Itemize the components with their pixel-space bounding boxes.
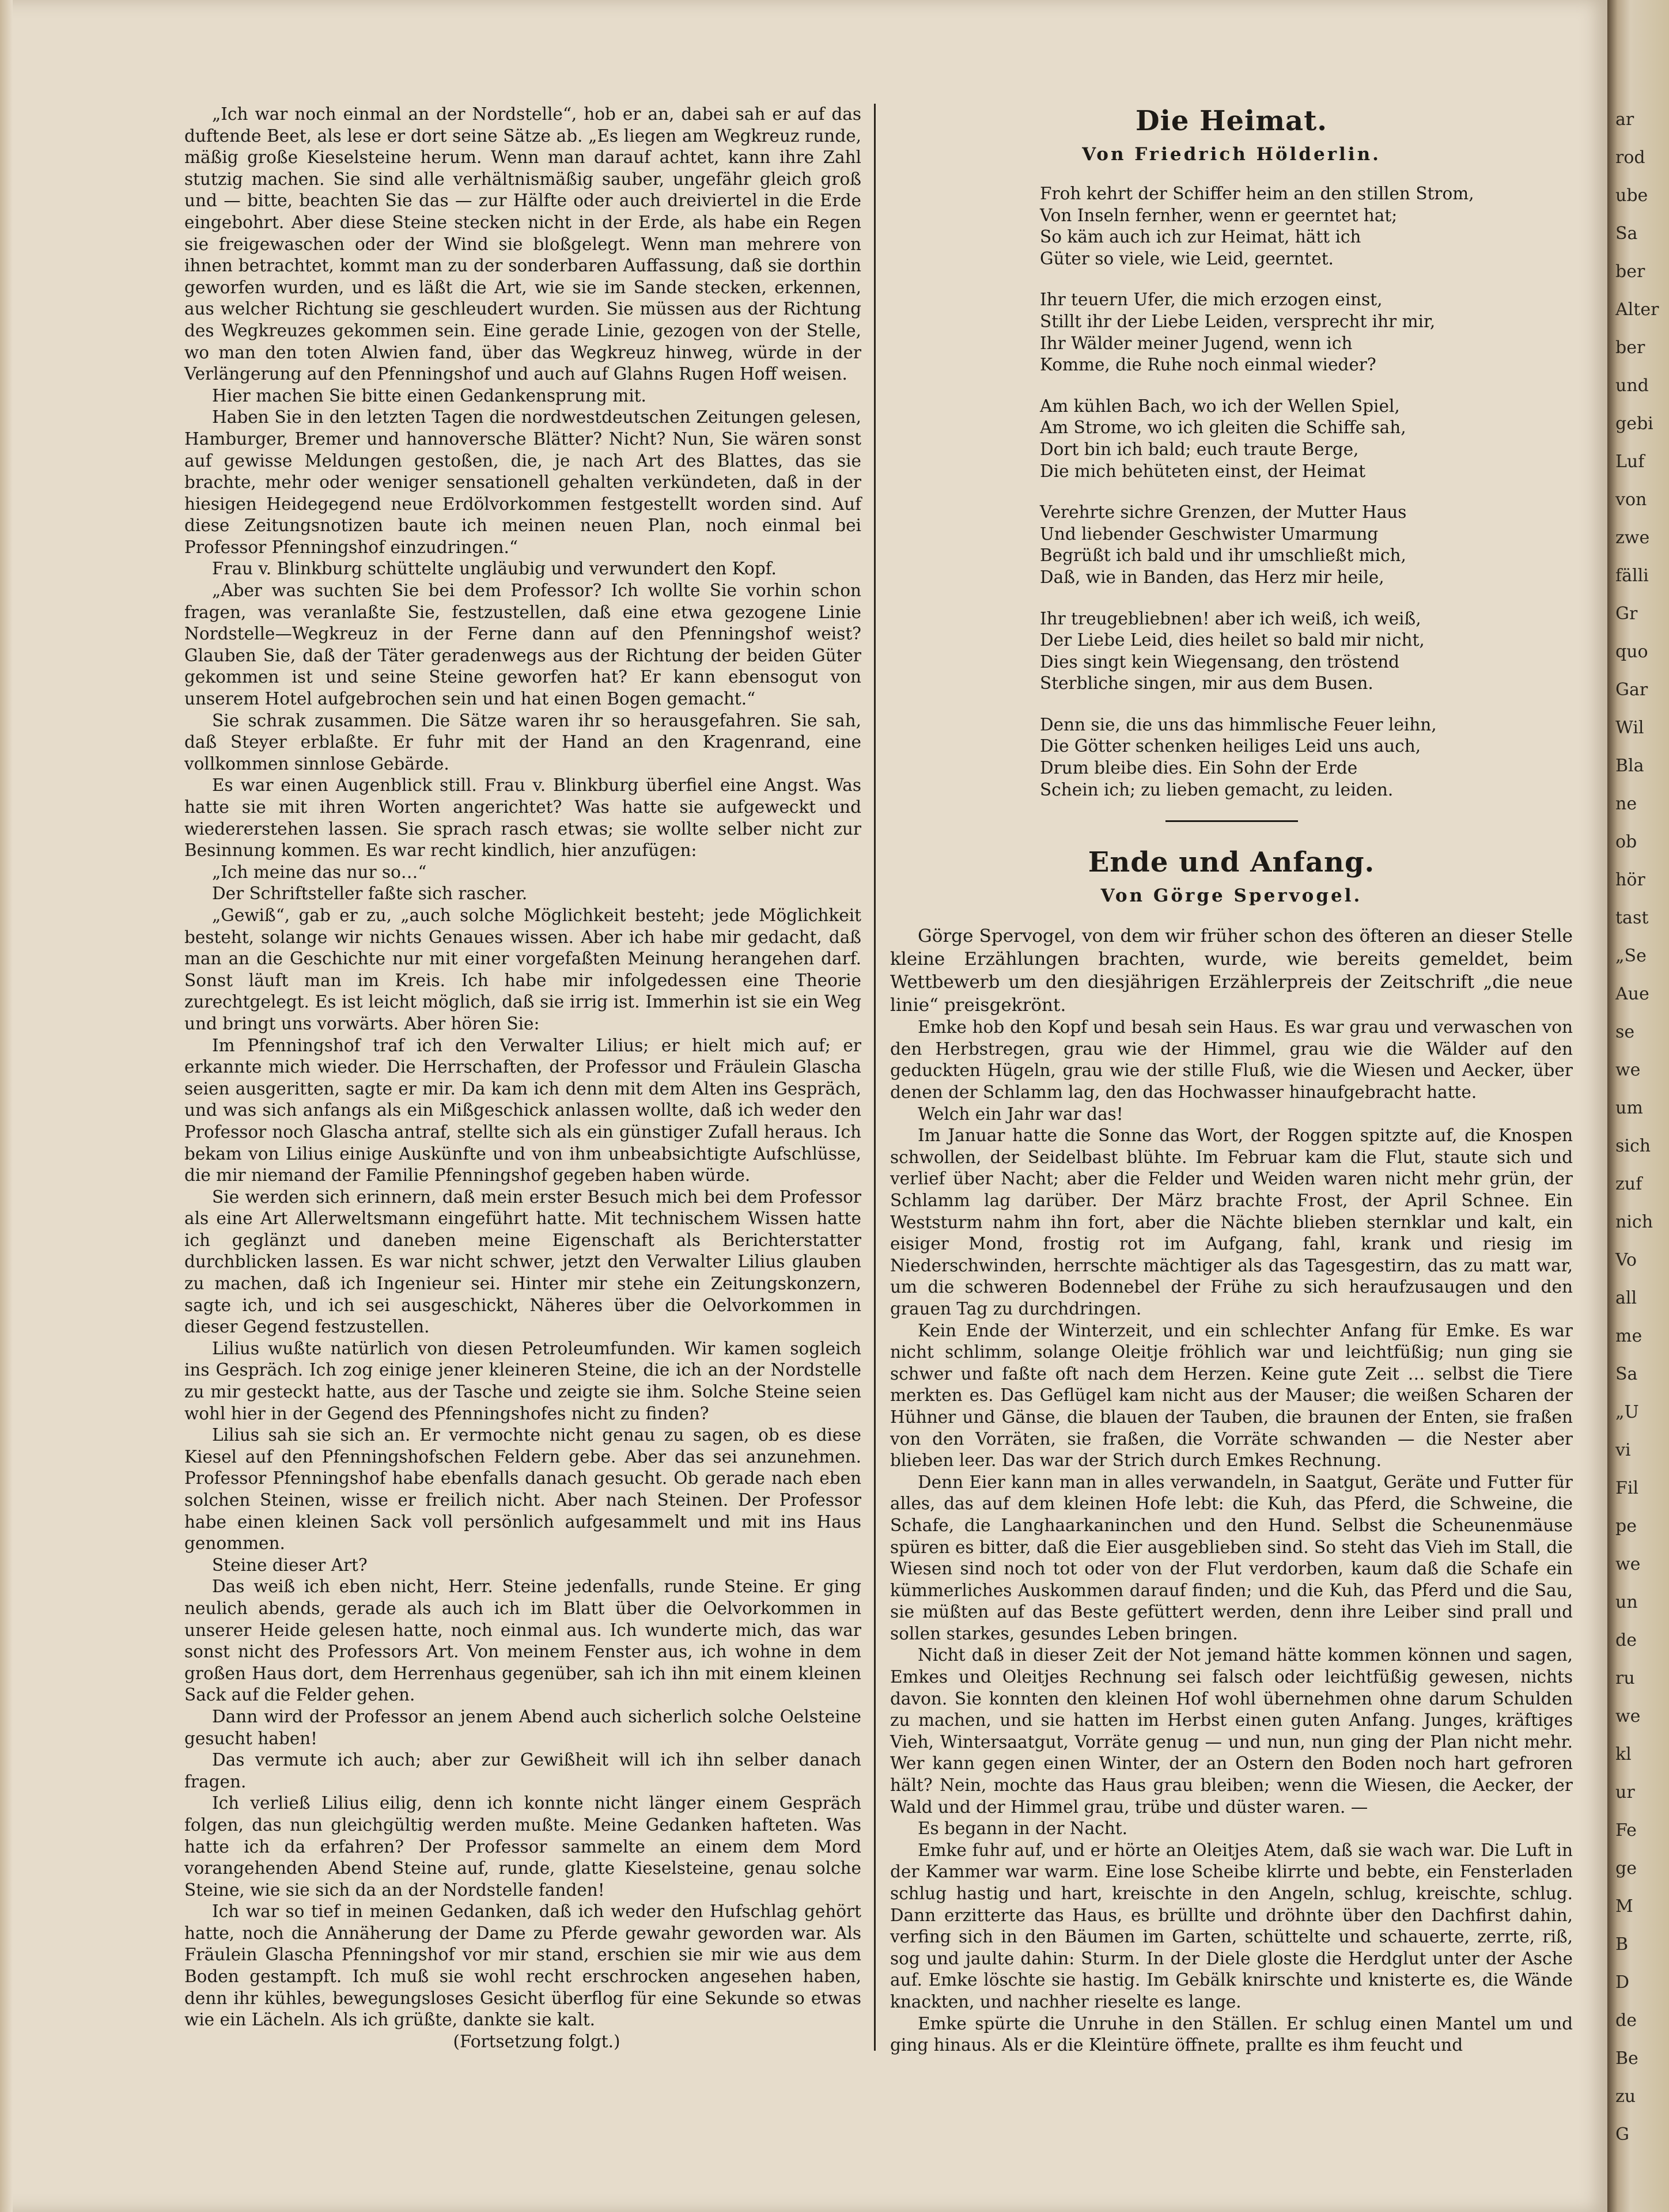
adjacent-page-fragment: Sa — [1615, 224, 1638, 244]
poem-line: Ihr Wälder meiner Jugend, wenn ich — [1040, 333, 1353, 353]
adjacent-page-fragment: „U — [1615, 1402, 1639, 1422]
poem-line: Froh kehrt der Schiffer heim an den stillen Strom, — [1040, 184, 1474, 203]
poem-byline: Von Friedrich Hölderlin. — [1082, 144, 1381, 165]
adjacent-page-fragment: hör — [1615, 870, 1645, 890]
column-divider — [874, 104, 876, 2051]
story-paragraph: Kein Ende der Winterzeit, und ein schlechter Anfang für Emke. Es war nicht schlimm, solange Oleitje fröhlich war und leichtfüßig; nun ging sie schwer und faßte oft nach dem Herzen. Keine gute Zeit … selbst die Tiere merkten es. Das Geflügel kam nicht aus der Mauser; die weißen Scharen der Hühner und Gänse, die blauen der Tauben, die braunen der Enten, sie fraßen von den Vorräten, sie fraßen, die Vorräte schwanden — die Nester aber blieben leer. Das war der Strich durch Emkes Rechnung. — [890, 1320, 1573, 1471]
adjacent-page-fragment: Alter — [1615, 300, 1659, 320]
adjacent-page-fragment: nich — [1615, 1212, 1653, 1232]
novel-paragraph: Das vermute ich auch; aber zur Gewißheit will ich ihn selber danach fragen. — [184, 1750, 861, 1791]
story-block — [890, 845, 1573, 2056]
serial-novel-text — [184, 104, 861, 2031]
adjacent-page-fragment: un — [1615, 1592, 1638, 1612]
poem-line: Güter so viele, wie Leid, geerntet. — [1040, 248, 1334, 268]
adjacent-page-fragment: „Se — [1615, 946, 1647, 966]
adjacent-page-fragment: Sa — [1615, 1364, 1638, 1384]
poem-line: Drum bleibe dies. Ein Sohn der Erde — [1040, 758, 1358, 778]
novel-paragraph: Lilius wußte natürlich von diesen Petroleumfunden. Wir kamen sogleich ins Gespräch. Ich zog einige jener kleineren Steine, die ich an der Nordstelle zu mir gesteckt hatte, aus der Tasche und zeigte sie ihm. Solche Steine seien wohl hier in der Gegend des Pfenningshofes nicht zu finden? — [184, 1338, 861, 1423]
adjacent-page-fragment: Vo — [1615, 1250, 1637, 1270]
adjacent-page-fragment: gebi — [1615, 414, 1653, 434]
novel-paragraph: Frau v. Blinkburg schüttelte ungläubig und verwundert den Kopf. — [212, 559, 777, 579]
poem-line: Die mich behüteten einst, der Heimat — [1040, 461, 1366, 481]
poem-stanza — [1040, 289, 1573, 376]
story-paragraph: Welch ein Jahr war das! — [918, 1104, 1123, 1124]
adjacent-page-fragment: we — [1615, 1706, 1641, 1726]
adjacent-page-fragment: Luf — [1615, 452, 1645, 472]
adjacent-page-fragment: ru — [1615, 1668, 1635, 1688]
poem-stanza — [1040, 396, 1573, 482]
story-paragraph: Nicht daß in dieser Zeit der Not jemand hätte kommen können und sagen, Emkes und Oleitjes Rechnung sei falsch oder leichtfüßig gewesen, nichts davon. Sie konnten den kleinen Hof wohl übernehmen ohne darum Schulden zu machen, und sie hatten im Herbst einen guten Anfang. Junges, kräftiges Vieh, Wintersaatgut, Vorräte genug — und nun, nun ging der Plan nicht mehr. Wer kann gegen einen Winter, der an Ostern den Boden noch hart gefroren hält? Nein, mochte das Haus grau bleiben; wenn die Wiesen, die Aecker, der Wald und der Himmel grau, trübe und düster waren. — — [890, 1645, 1573, 1817]
adjacent-page-fragment: Fe — [1615, 1820, 1637, 1840]
page-left-edge — [0, 0, 13, 2212]
poem-line: Verehrte sichre Grenzen, der Mutter Haus — [1040, 502, 1407, 522]
adjacent-page-fragment: Be — [1615, 2048, 1638, 2069]
story-paragraph: Emke hob den Kopf und besah sein Haus. Es war grau und verwaschen von den Herbstregen, grau wie der Himmel, grau wie die Wälder auf den geduckten Hügeln, grau wie der stille Fluß, wie die Wiesen und Aecker, über denen der Schlamm lag, den das Hochwasser hinaufgebracht hatte. — [890, 1017, 1573, 1103]
poem-line: Schein ich; zu lieben gemacht, zu leiden. — [1040, 779, 1394, 800]
novel-paragraph: Ich war so tief in meinen Gedanken, daß ich weder den Hufschlag gehört hatte, noch die Annäherung der Dame zu Pferde gewahr geworden war. Als Fräulein Glascha Pfenningshof vor mir stand, erschien sie mir wie aus dem Boden gestampft. Ich muß sie wohl recht erschrocken angesehen haben, denn ihr kühles, bewegungsloses Gesicht überflog für eine Sekunde so etwas wie ein Lächeln. Als ich grüßte, dankte sie kalt. — [184, 1902, 861, 2030]
serial-novel-column — [184, 104, 861, 2052]
poem-line: Ihr treugebliebnen! aber ich weiß, ich weiß, — [1040, 608, 1421, 628]
poem-line: Daß, wie in Banden, das Herz mir heile, — [1040, 567, 1384, 587]
adjacent-page-fragment: um — [1615, 1098, 1643, 1118]
section-rule — [1165, 820, 1298, 822]
adjacent-page-fragment: zu — [1615, 2086, 1636, 2107]
adjacent-page-fragment: zwe — [1615, 528, 1650, 548]
continuation-note: (Fortsetzung folgt.) — [453, 2031, 620, 2051]
adjacent-page-fragment: kl — [1615, 1744, 1632, 1764]
poem-line: Sterbliche singen, mir aus dem Busen. — [1040, 673, 1373, 694]
adjacent-page-fragment: ur — [1615, 1782, 1635, 1802]
poem-line: Komme, die Ruhe noch einmal wieder? — [1040, 355, 1376, 375]
adjacent-page-fragment: Fil — [1615, 1478, 1639, 1498]
adjacent-page-fragment: und — [1615, 376, 1649, 396]
novel-paragraph: Es war einen Augenblick still. Frau v. Blinkburg überfiel eine Angst. Was hatte sie mit ihren Worten angerichtet? Was hatte sie aufgeweckt und wiedererstehen lassen. Sie sprach rasch etwas; sie wollte selber nicht zur Besinnung kommen. Es war recht kindlich, hier anzufügen: — [184, 775, 861, 861]
adjacent-page-fragment: all — [1615, 1288, 1637, 1308]
novel-paragraph: Hier machen Sie bitte einen Gedankensprung mit. — [212, 385, 646, 406]
adjacent-page-fragment: Gr — [1615, 604, 1638, 624]
story-paragraph: Emke spürte die Unruhe in den Ställen. Er schlug einen Mantel um und ging hinaus. Als er die Kleintüre öffnete, prallte es ihm feucht und — [890, 2013, 1573, 2055]
literary-column — [890, 104, 1573, 2056]
adjacent-page-fragment: de — [1615, 1630, 1637, 1650]
adjacent-page-fragment: de — [1615, 2010, 1637, 2031]
novel-paragraph: „Gewiß“, gab er zu, „auch solche Möglichkeit besteht; jede Möglichkeit besteht, solange wir nichts Genaues wissen. Aber ich habe mir gedacht, daß man an die Geschichte nur mit einer vorgefaßten Meinung herangehen darf. Sonst läuft man im Kreis. Ich habe mir infolgedessen eine Theorie zurechtgelegt. Es ist leicht möglich, daß sie irrig ist. Immerhin ist sie ein Weg und bringt uns vorwärts. Aber hören Sie: — [184, 905, 861, 1033]
novel-paragraph: Sie schrak zusammen. Die Sätze waren ihr so herausgefahren. Sie sah, daß Steyer erblaßte. Er fuhr mit der Hand an den Kragenrand, eine vollkommen sinnlose Gebärde. — [184, 710, 861, 774]
adjacent-page-fragment: ar — [1615, 109, 1634, 130]
adjacent-page-fragment: Bla — [1615, 756, 1644, 776]
poem-stanza — [1040, 183, 1573, 270]
adjacent-page-fragment: ob — [1615, 832, 1637, 852]
adjacent-page-fragment: zuf — [1615, 1174, 1642, 1194]
poem-stanza — [1040, 608, 1573, 695]
adjacent-page-fragment: ube — [1615, 185, 1648, 206]
story-byline: Von Görge Spervogel. — [1100, 885, 1363, 907]
novel-paragraph: Steine dieser Art? — [212, 1555, 368, 1575]
novel-paragraph: Ich verließ Lilius eilig, denn ich konnte nicht länger einem Gespräch folgen, das nun gleichgültig werden mußte. Meine Gedanken hafteten. Was hatte ich da erfahren? Der Professor sammelte an einem dem Mord vorangehenden Abend Steine auf, runde, glatte Kieselsteine, genau solche Steine, wie sie sich da an der Nordstelle fanden! — [184, 1793, 861, 1900]
adjacent-page-fragment: Aue — [1615, 984, 1649, 1004]
novel-paragraph: „Ich meine das nur so…“ — [212, 862, 427, 882]
poem-line: Und liebender Geschwister Umarmung — [1040, 524, 1379, 544]
adjacent-page-fragment: M — [1615, 1896, 1633, 1916]
novel-paragraph: Dann wird der Professor an jenem Abend auch sicherlich solche Oelsteine gesucht haben! — [184, 1706, 861, 1748]
adjacent-page-fragment: vi — [1615, 1440, 1631, 1460]
adjacent-page-fragment: rod — [1615, 147, 1645, 168]
story-paragraph: Im Januar hatte die Sonne das Wort, der Roggen spitzte auf, die Knospen schwollen, der Seidelbast blühte. Im Februar kam die Flut, staute sich und verlief über Nacht; aber die Felder und Weiden waren nicht mehr grün, der Schlamm lag darüber. Der März brachte Frost, der April Schnee. Ein Weststurm nahm ihn fort, aber die Nächte blieben sternklar und kalt, ein eisiger Mond, frostig rot im Aufgang, fahl, krank und riesig im Niederschwinden, herrschte mächtiger als das Tagesgestirn, das zu matt war, um die schweren Bodennebel der Frühe zu sich heraufzusaugen und den grauen Tag zu durchdringen. — [890, 1126, 1573, 1319]
adjacent-page-fragment: fälli — [1615, 566, 1649, 586]
poem-line: Dies singt kein Wiegensang, den tröstend — [1040, 652, 1400, 672]
poem-line: Denn sie, die uns das himmlische Feuer leihn, — [1040, 714, 1437, 734]
poem-line: Von Inseln fernher, wenn er geerntet hat; — [1040, 205, 1398, 225]
novel-paragraph: „Aber was suchten Sie bei dem Professor? Ich wollte Sie vorhin schon fragen, was veranlaßte Sie, festzustellen, daß eine etwa gezogene Linie Nordstelle—Wegkreuz in der Ferne dann auf den Pfenningshof weist? Glauben Sie, daß der Täter geradenwegs aus der Richtung der beiden Güter gekommen ist und seine Steine geworfen hat? Er kann ebensogut von unserem Hotel aufgebrochen sein und hat einen Bogen gemacht.“ — [184, 581, 861, 709]
poem-line: Am kühlen Bach, wo ich der Wellen Spiel, — [1040, 396, 1400, 416]
novel-paragraph: Sie werden sich erinnern, daß mein erster Besuch mich bei dem Professor als eine Art Allerweltsmann eingeführt hatte. Mit technischem Wissen hatte ich geglänzt und daneben meine Eigenschaft als Berichterstatter durchblicken lassen. Es war nicht schwer, jetzt den Verwalter Lilius glauben zu machen, daß ich Ingenieur sei. Hinter mir stehe ein Zeitungskonzern, sagte ich, und ich sei ausgeschickt, Näheres über die Oelvorkommen in dieser Gegend festzustellen. — [184, 1187, 861, 1337]
adjacent-page-fragment: Wil — [1615, 718, 1644, 738]
poem-stanza — [1040, 714, 1573, 801]
story-text — [890, 1017, 1573, 2056]
adjacent-page-fragment: B — [1615, 1934, 1629, 1955]
story-title: Ende und Anfang. — [1088, 846, 1375, 879]
poem-line: Dort bin ich bald; euch traute Berge, — [1040, 439, 1359, 459]
story-paragraph: Denn Eier kann man in alles verwandeln, in Saatgut, Geräte und Futter für alles, das auf dem kleinen Hofe lebt: die Kuh, das Pferd, die Schweine, die Schafe, die Langhaarkaninchen und den Hund. Selbst die Scheunenmäuse spüren es bitter, daß die Eier ausgeblieben sind. So steht das Vieh im Stall, die Wiesen sind noch tot oder von der Flut verdorben, kaum daß die Schafe ein kümmerliches Auskommen darauf finden; und die Kuh, das Pferd und die Sau, sie müßten auf das Beste gefüttert werden, denn ihre Leiber sind prall und sollen starkes, gesundes Leben bringen. — [890, 1472, 1573, 1643]
story-paragraph: Emke fuhr auf, und er hörte an Oleitjes Atem, daß sie wach war. Die Luft in der Kammer war warm. Eine lose Scheibe klirrte und bebte, ein Fensterladen schlug hastig und hart, kreischte in den Angeln, schlug, kreischte, schlug. Dann erzitterte das Haus, es brüllte und dröhnte über den Dachfirst dahin, verfing sich in den Bäumen im Garten, schüttelte und schauerte, zerrte, riß, sog und jaulte dahin: Sturm. In der Diele gloste die Herdglut unter der Asche auf. Emke löschte sie hastig. Im Gebälk knirschte und knisterte es, die Wände knackten, und nachher rieselte es lange. — [890, 1840, 1573, 2012]
novel-paragraph: Lilius sah sie sich an. Er vermochte nicht genau zu sagen, ob es diese Kiesel auf den Pfenningshofschen Feldern gebe. Aber das sei anzunehmen. Professor Pfenningshof habe ebenfalls danach gesucht. Ob gerade nach eben solchen Steinen, wisse er freilich nicht. Aber nach Steinen. Der Professor habe einen kleinen Sack voll persönlich aufgesammelt und mit ins Haus genommen. — [184, 1425, 861, 1554]
poem-title: Die Heimat. — [1135, 105, 1327, 137]
adjacent-page-fragment: G — [1615, 2124, 1629, 2145]
story-intro: Görge Spervogel, von dem wir früher schon des öfteren an dieser Stelle kleine Erzählungen brachten, wurde, wie bereits gemeldet, beim Wettbewerb um den diesjährigen Erzählerpreis der Zeitschrift „die neue linie“ preisgekrönt. — [890, 926, 1573, 1016]
novel-paragraph: Das weiß ich eben nicht, Herr. Steine jedenfalls, runde Steine. Er ging neulich abends, gerade als auch ich im Blatt über die Oelvorkommen in unserer Heide gelesen hatte, noch einmal aus. Ich wunderte mich, das war sonst nicht des Professors Art. Von meinem Fenster aus, ich wohne in dem großen Haus dort, dem Herrenhaus gegenüber, sah ich ihn mit einem kleinen Sack auf die Felder gehen. — [184, 1577, 861, 1705]
adjacent-page-edge — [1607, 0, 1669, 2212]
adjacent-page-fragment: von — [1615, 490, 1647, 510]
adjacent-page-fragment: we — [1615, 1554, 1641, 1574]
poem-line: Ihr teuern Ufer, die mich erzogen einst, — [1040, 290, 1383, 310]
novel-paragraph: Der Schriftsteller faßte sich rascher. — [212, 884, 528, 904]
adjacent-page-fragment: ge — [1615, 1858, 1637, 1878]
adjacent-page-fragment: se — [1615, 1022, 1635, 1042]
adjacent-page-fragment: we — [1615, 1060, 1641, 1080]
poem-line: Am Strome, wo ich gleiten die Schiffe sah, — [1040, 418, 1406, 438]
adjacent-page-fragment: Gar — [1615, 680, 1648, 700]
poem-block — [890, 104, 1573, 801]
adjacent-page-fragment: ber — [1615, 338, 1645, 358]
adjacent-page-fragment: tast — [1615, 908, 1649, 928]
adjacent-page-fragment: quo — [1615, 642, 1648, 662]
adjacent-page-fragment: pe — [1615, 1516, 1637, 1536]
novel-paragraph: „Ich war noch einmal an der Nordstelle“, hob er an, dabei sah er auf das duftende Beet, als lese er dort seine Sätze ab. „Es liegen am Wegkreuz runde, mäßig große Kieselsteine herum. Wenn man darauf achtet, kann ihre Zahl stutzig machen. Sie sind alle verhältnismäßig sauber, ungefähr gleich groß und — bitte, beachten Sie das — zur Hälfte oder auch dreiviertel in die Erde eingebohrt. Aber diese Steine stecken nicht in der Erde, als habe ein Regen sie freigewaschen oder der Wind sie bloßgelegt. Wenn man mehrere von ihnen betrachtet, kommt man zu der sonderbaren Auffassung, daß sie dorthin geworfen wurden, und es läßt die Art, wie sie im Sande stecken, erkennen, aus welcher Richtung sie geschleudert wurden. Sie müssen aus der Richtung des Wegkreuzes gekommen sein. Eine gerade Linie, gezogen von der Stelle, wo man den toten Alwien fand, über das Wegkreuz hinweg, würde in der Verlängerung auf den Pfenningshof und auch auf Glahns Rugen Hoff weisen. — [184, 104, 861, 384]
novel-paragraph: Im Pfenningshof traf ich den Verwalter Lilius; er hielt mich auf; er erkannte mich wieder. Die Herrschaften, der Professor und Fräulein Glascha seien ausgeritten, sagte er mir. Da kam ich denn mit dem Alten ins Gespräch, und was sich anfangs als ein Mißgeschick anlassen wollte, daß ich weder den Professor noch Glascha antraf, stellte sich als ein günstiger Zufall heraus. Ich bekam von Lilius einige Auskünfte und von ihm unbeabsichtigte Aufschlüsse, die mir niemand der Familie Pfenningshof gegeben haben würde. — [184, 1035, 861, 1185]
adjacent-page-fragment: D — [1615, 1972, 1630, 1993]
adjacent-page-fragment: ber — [1615, 262, 1645, 282]
poem-stanzas — [890, 183, 1573, 801]
poem-line: Der Liebe Leid, dies heilet so bald mir nicht, — [1040, 630, 1425, 650]
poem-line: So käm auch ich zur Heimat, hätt ich — [1040, 227, 1361, 247]
poem-line: Begrüßt ich bald und ihr umschließt mich, — [1040, 546, 1406, 566]
adjacent-page-fragment: sich — [1615, 1136, 1651, 1156]
story-paragraph: Es begann in der Nacht. — [918, 1819, 1128, 1839]
adjacent-page-fragment: me — [1615, 1326, 1642, 1346]
adjacent-page-fragment: ne — [1615, 794, 1637, 814]
poem-stanza — [1040, 502, 1573, 588]
poem-line: Stillt ihr der Liebe Leiden, versprecht ihr mir, — [1040, 311, 1436, 331]
novel-paragraph: Haben Sie in den letzten Tagen die nordwestdeutschen Zeitungen gelesen, Hamburger, Bremer und hannoversche Blätter? Nicht? Nun, Sie wären sonst auf gewisse Meldungen gestoßen, die, je nach Art des Blattes, das sie brachte, mehr oder weniger sensationell gehalten verkündeten, daß in der hiesigen Heidegegend neue Erdölvorkommen festgestellt worden sind. Auf diese Zeitungsnotizen baute ich meinen neuen Plan, noch einmal bei Professor Pfenningshof einzudringen.“ — [184, 407, 861, 557]
poem-line: Die Götter schenken heiliges Leid uns auch, — [1040, 736, 1421, 756]
